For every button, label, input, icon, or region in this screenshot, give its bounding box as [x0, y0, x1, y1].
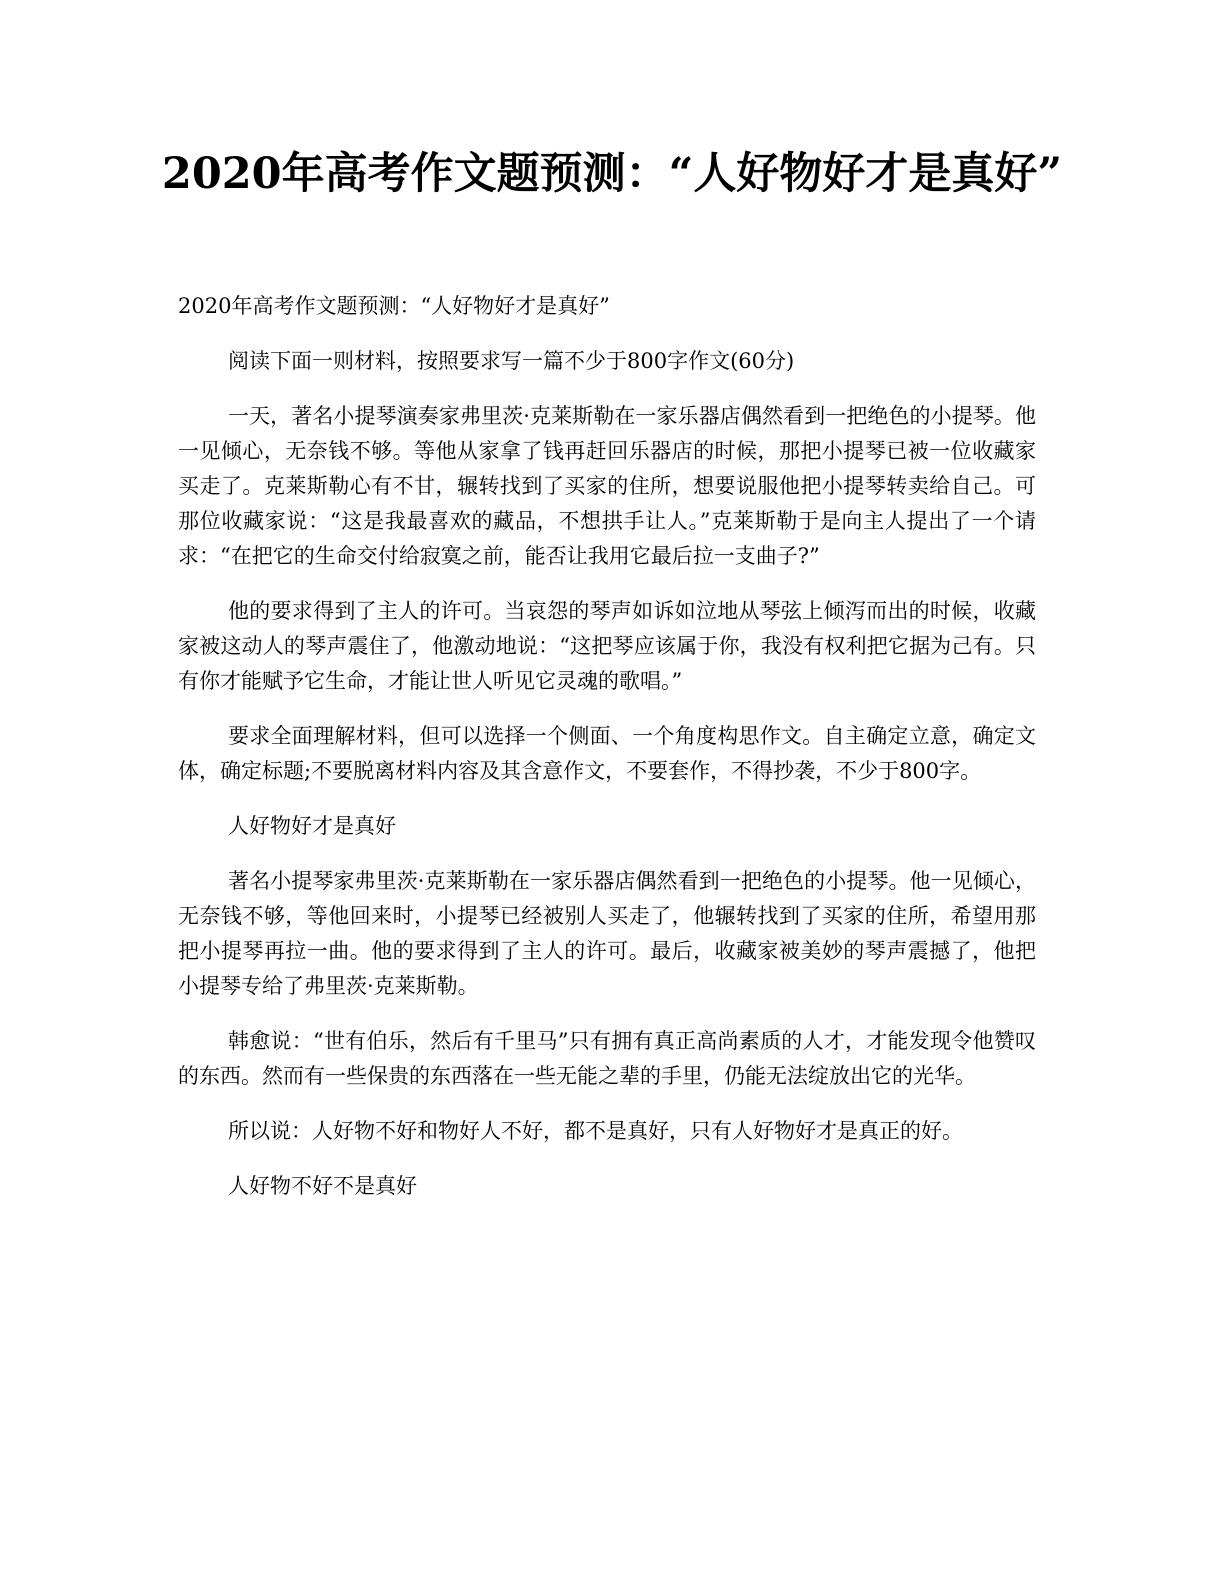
essay-paragraph-2: 韩愈说：“世有伯乐，然后有千里马”只有拥有真正高尚素质的人才，才能发现令他赞叹的东西。然而有一些保贵的东西落在一些无能之辈的手里，仍能无法绽放出它的光华。 [178, 1029, 1036, 1088]
material-paragraph-1: 一天，著名小提琴演奏家弗里茨·克莱斯勒在一家乐器店偶然看到一把绝色的小提琴。他一见倾心，无奈钱不够。等他从家拿了钱再赶回乐器店的时候，那把小提琴已被一位收藏家买走了。克莱斯勒心有不甘，辗转找到了买家的住所，想要说服他把小提琴转卖给自己。可那位收藏家说：“这是我最喜欢的藏品，不想拱手让人。”克莱斯勒于是向主人提出了一个请求：“在把它的生命交付给寂寞之前，能否让我用它最后拉一支曲子?” [178, 404, 1036, 568]
document-body [178, 289, 1036, 1224]
requirements-paragraph: 要求全面理解材料，但可以选择一个侧面、一个角度构思作文。自主确定立意，确定文体，确定标题;不要脱离材料内容及其含意作文，不要套作，不得抄袭，不少于800字。 [178, 724, 1036, 783]
subtitle-line: 2020年高考作文题预测：“人好物好才是真好” [178, 294, 610, 318]
section-heading: 人好物不好不是真好 [228, 1174, 417, 1198]
material-paragraph-2: 他的要求得到了主人的许可。当哀怨的琴声如诉如泣地从琴弦上倾泻而出的时候，收藏家被这动人的琴声震住了，他激动地说：“这把琴应该属于你，我没有权利把它据为己有。只有你才能赋予它生命，才能让世人听见它灵魂的歌唱。” [178, 599, 1036, 693]
instruction-paragraph: 阅读下面一则材料，按照要求写一篇不少于800字作文(60分) [228, 349, 795, 373]
document-title: 2020年高考作文题预测：“人好物好才是真好” [161, 149, 1063, 199]
essay-paragraph-3: 所以说：人好物不好和物好人不好，都不是真好，只有人好物好才是真正的好。 [228, 1119, 963, 1143]
essay-paragraph-1: 著名小提琴家弗里茨·克莱斯勒在一家乐器店偶然看到一把绝色的小提琴。他一见倾心，无奈钱不够，等他回来时，小提琴已经被别人买走了，他辗转找到了买家的住所，希望用那把小提琴再拉一曲。他的要求得到了主人的许可。最后，收藏家被美妙的琴声震撼了，他把小提琴专给了弗里茨·克莱斯勒。 [178, 869, 1036, 998]
essay-title: 人好物好才是真好 [228, 814, 396, 838]
